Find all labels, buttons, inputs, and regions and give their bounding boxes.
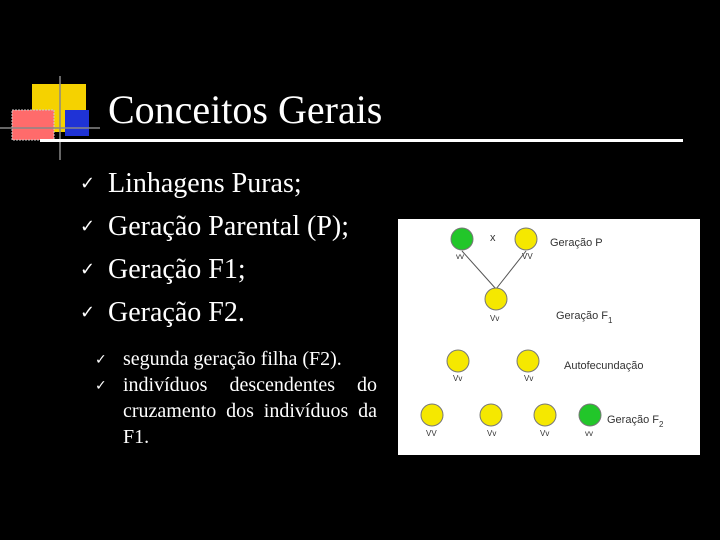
sub-bullet-text: indivíduos descendentes do cruzamento dos indivíduos da F1. [123,374,377,448]
f2-label-subscript: 2 [658,420,664,429]
genotype-label: VV [426,429,437,438]
genotype-label: Vv [490,314,500,323]
genotype-label: VV [522,252,533,261]
selfing-label: Autofecundação [564,360,644,372]
selfing-yellow-pea [447,350,469,372]
f2-yellow-pea [421,404,443,426]
f1-label-text: Geração F [556,310,608,322]
bullet-item [80,250,349,293]
f2-label [607,414,664,429]
parent-green-pea [451,228,473,250]
f2-yellow-pea [534,404,556,426]
deco-blue-square [65,110,89,136]
sub-bullet-item [95,346,377,372]
bullet-list [80,164,349,336]
f2-label-text: Geração F [607,414,659,426]
genotype-label: Vv [487,429,497,438]
checkmark-icon: ✓ [95,378,107,394]
bullet-text: Linhagens Puras; [108,168,302,199]
checkmark-icon: ✓ [95,352,107,368]
genotype-label: vv [585,429,593,438]
checkmark-icon: ✓ [80,302,96,323]
checkmark-icon: ✓ [80,259,96,280]
f2-green-pea [579,404,601,426]
genotype-label: Vv [540,429,550,438]
bullet-text: Geração F2. [108,297,245,328]
deco-red-square [12,110,54,140]
selfing-yellow-pea [517,350,539,372]
parent-yellow-pea [515,228,537,250]
f1-label-subscript: 1 [607,316,613,325]
slide-title: Conceitos Gerais [108,87,383,132]
f1-yellow-pea [485,288,507,310]
f2-yellow-pea [480,404,502,426]
title-divider [40,139,683,142]
sub-bullet-item [95,372,377,450]
bullet-item [80,293,349,336]
bullet-item [80,164,349,207]
bullet-text: Geração Parental (P); [108,211,349,242]
genotype-label: Vv [524,374,534,383]
checkmark-icon: ✓ [80,173,96,194]
sub-bullet-list [95,346,377,450]
f1-label [556,310,613,325]
parental-label: Geração P [550,237,603,249]
decorative-squares [0,70,110,170]
checkmark-icon: ✓ [80,216,96,237]
cross-line-left [462,251,496,289]
inheritance-diagram [398,219,700,455]
sub-bullet-text: segunda geração filha (F2). [123,348,342,370]
cross-symbol: x [490,232,496,244]
genotype-label: Vv [453,374,463,383]
bullet-text: Geração F1; [108,254,246,285]
genotype-label: vv [456,252,464,261]
bullet-item [80,207,349,250]
